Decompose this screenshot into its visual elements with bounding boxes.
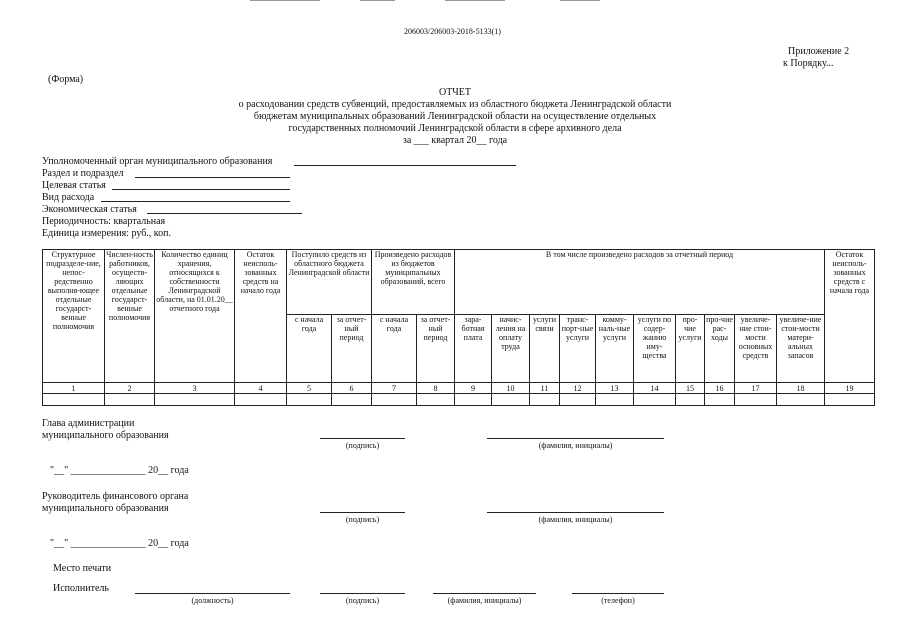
col-header-5b: за отчет-ный период xyxy=(332,315,372,383)
executor-label: Исполнитель xyxy=(53,583,109,594)
executor-position-line[interactable] xyxy=(135,593,290,594)
col-header-9j: увеличе-ние стои-мости матери-альных запасов xyxy=(777,315,825,383)
appendix-line-2: к Порядку... xyxy=(783,58,834,69)
table-cell[interactable] xyxy=(676,394,705,406)
executor-position-caption: (должность) xyxy=(191,596,234,605)
col-num: 2 xyxy=(105,383,155,394)
report-subtitle-3: государственных полномочий Ленинградской области в сфере архивного дела xyxy=(288,123,622,134)
form-label: (Форма) xyxy=(48,74,84,85)
col-num: 13 xyxy=(596,383,634,394)
stamp-place: Место печати xyxy=(53,563,112,574)
report-title: ОТЧЕТ xyxy=(438,87,472,98)
table-cell[interactable] xyxy=(155,394,235,406)
col-header-9g: про-чие услуги xyxy=(676,315,705,383)
fin-fio-caption: (фамилия, инициалы) xyxy=(538,515,613,524)
executor-signature-line[interactable] xyxy=(320,593,405,594)
field-organ-label: Уполномоченный орган муниципального образования xyxy=(42,156,273,167)
executor-signature-caption: (подпись) xyxy=(345,596,380,605)
column-number-row xyxy=(43,383,875,394)
table-cell[interactable] xyxy=(530,394,560,406)
table-cell[interactable] xyxy=(455,394,492,406)
head-title-1: Глава администрации xyxy=(42,418,135,429)
table-cell[interactable] xyxy=(332,394,372,406)
col-num: 10 xyxy=(492,383,530,394)
col-header-2: Числен-ность работников, осуществ-ляющих отдельные государст-венные полномочия xyxy=(105,250,155,383)
table-cell[interactable] xyxy=(560,394,596,406)
field-expense-line[interactable] xyxy=(101,201,290,202)
table-cell[interactable] xyxy=(634,394,676,406)
table-cell[interactable] xyxy=(372,394,417,406)
head-signature-caption: (подпись) xyxy=(345,441,380,450)
col-num: 15 xyxy=(676,383,705,394)
executor-fio-caption: (фамилия, инициалы) xyxy=(447,596,522,605)
col-num: 18 xyxy=(777,383,825,394)
executor-phone-caption: (телефон) xyxy=(601,596,635,605)
col-header-5a: с начала года xyxy=(287,315,332,383)
col-header-9b: начис-ления на оплату труда xyxy=(492,315,530,383)
fin-date[interactable]: "__" _______________ 20__ года xyxy=(50,538,189,549)
col-num: 16 xyxy=(705,383,735,394)
table-cell[interactable] xyxy=(596,394,634,406)
table-cell[interactable] xyxy=(705,394,735,406)
fin-title-1: Руководитель финансового органа xyxy=(42,491,189,502)
col-num: 5 xyxy=(287,383,332,394)
table-cell[interactable] xyxy=(287,394,332,406)
col-num: 3 xyxy=(155,383,235,394)
table-cell[interactable] xyxy=(43,394,105,406)
col-header-19: Остаток неисполь-зованных средств с начала года xyxy=(825,250,875,383)
col-header-9c: услуги связи xyxy=(530,315,560,383)
field-unit: Единица измерения: руб., коп. xyxy=(42,228,172,239)
col-header-9f: услуги по содер-жанию иму-щества xyxy=(634,315,676,383)
col-header-4: Остаток неисполь-зованных средств на начало года xyxy=(235,250,287,383)
head-title-2: муниципального образования xyxy=(42,430,169,441)
field-target-line[interactable] xyxy=(112,189,290,190)
col-header-7a: с начала года xyxy=(372,315,417,383)
fin-fio-line[interactable] xyxy=(487,512,664,513)
col-num: 4 xyxy=(235,383,287,394)
col-num: 6 xyxy=(332,383,372,394)
col-header-9e: комму-наль-ные услуги xyxy=(596,315,634,383)
col-num: 19 xyxy=(825,383,875,394)
col-header-9: В том числе произведено расходов за отчетный период xyxy=(455,250,825,315)
col-num: 11 xyxy=(530,383,560,394)
col-header-9a: зара-ботная плата xyxy=(455,315,492,383)
field-section-line[interactable] xyxy=(135,177,290,178)
col-header-7: Произведено расходов из бюджетов муниципальных образований, всего xyxy=(372,250,455,315)
table-cell[interactable] xyxy=(777,394,825,406)
col-num: 7 xyxy=(372,383,417,394)
col-num: 1 xyxy=(43,383,105,394)
table-row xyxy=(43,394,875,406)
document-id: 206003/206003-2018-5133(1) xyxy=(404,27,501,36)
field-expense-label: Вид расхода xyxy=(42,192,95,203)
col-header-3: Количество единиц хранения, относящихся к собственности Ленинградской области, на 01.01.20__ отчетного года xyxy=(155,250,235,383)
table-cell[interactable] xyxy=(825,394,875,406)
executor-phone-line[interactable] xyxy=(572,593,664,594)
field-organ-line[interactable] xyxy=(294,165,516,166)
table-cell[interactable] xyxy=(492,394,530,406)
report-table xyxy=(42,249,875,406)
executor-fio-line[interactable] xyxy=(433,593,536,594)
field-section-label: Раздел и подраздел xyxy=(42,168,124,179)
table-cell[interactable] xyxy=(735,394,777,406)
col-header-7b: за отчет-ный период xyxy=(417,315,455,383)
col-header-9i: увеличе-ние стои-мости основных средств xyxy=(735,315,777,383)
field-economic-label: Экономическая статья xyxy=(42,204,137,215)
col-header-5: Поступило средств из областного бюджета Ленинградской области xyxy=(287,250,372,315)
head-date[interactable]: "__" _______________ 20__ года xyxy=(50,465,189,476)
field-periodicity: Периодичность: квартальная xyxy=(42,216,166,227)
col-num: 8 xyxy=(417,383,455,394)
col-header-9d: транс-порт-ные услуги xyxy=(560,315,596,383)
report-subtitle-2: бюджетам муниципальных образований Ленинградской области на осуществление отдельных xyxy=(253,111,657,122)
table-cell[interactable] xyxy=(235,394,287,406)
field-economic-line[interactable] xyxy=(147,213,302,214)
table-cell[interactable] xyxy=(105,394,155,406)
report-period: за ___ квартал 20__ года xyxy=(402,135,508,146)
col-num: 9 xyxy=(455,383,492,394)
head-signature-line[interactable] xyxy=(320,438,405,439)
head-fio-line[interactable] xyxy=(487,438,664,439)
table-cell[interactable] xyxy=(417,394,455,406)
col-num: 14 xyxy=(634,383,676,394)
col-header-9h: про-чие рас-ходы xyxy=(705,315,735,383)
fin-signature-caption: (подпись) xyxy=(345,515,380,524)
fin-title-2: муниципального образования xyxy=(42,503,169,514)
head-fio-caption: (фамилия, инициалы) xyxy=(538,441,613,450)
col-num: 12 xyxy=(560,383,596,394)
appendix-line-1: Приложение 2 xyxy=(788,46,850,57)
col-num: 17 xyxy=(735,383,777,394)
col-header-1: Структурное подразделе-ние, непос-редственно выполня-ющее отдельные государст-венные полномочия xyxy=(43,250,105,383)
report-subtitle-1: о расходовании средств субвенций, предоставляемых из областного бюджета Ленинградской области xyxy=(238,99,672,110)
field-target-label: Целевая статья xyxy=(42,180,106,191)
fin-signature-line[interactable] xyxy=(320,512,405,513)
